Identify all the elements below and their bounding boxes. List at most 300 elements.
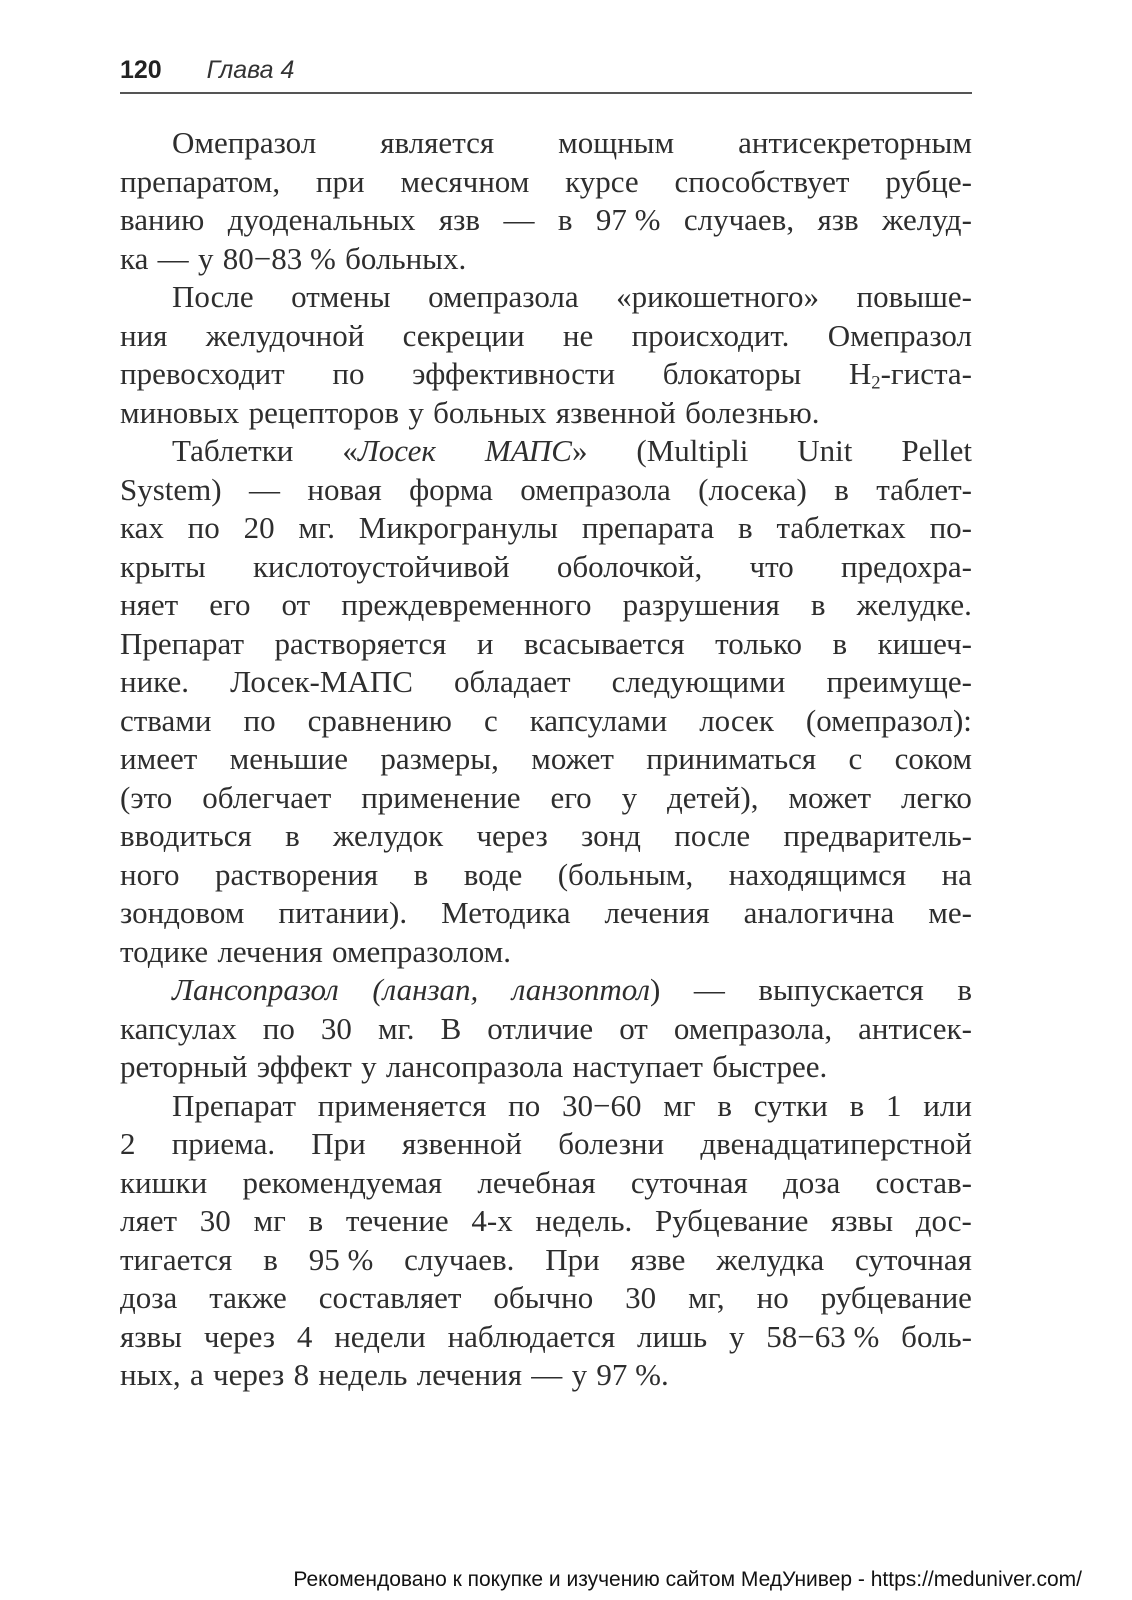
running-head bbox=[120, 52, 972, 94]
text-line bbox=[120, 355, 972, 394]
word-text: (омепразол): bbox=[805, 702, 972, 738]
word bbox=[688, 1279, 725, 1318]
text-line bbox=[120, 1279, 972, 1318]
word bbox=[433, 394, 546, 433]
subscript: 2 bbox=[871, 372, 881, 394]
word-text: у bbox=[571, 1357, 588, 1392]
text-line bbox=[120, 1048, 972, 1087]
word-text: 1 bbox=[886, 1087, 902, 1123]
word bbox=[332, 933, 511, 972]
word bbox=[636, 432, 748, 471]
word-text: форма bbox=[409, 471, 493, 507]
word bbox=[788, 779, 871, 818]
word bbox=[558, 201, 573, 240]
word bbox=[285, 817, 300, 856]
word bbox=[454, 663, 571, 702]
word bbox=[386, 1048, 563, 1087]
word-text: в bbox=[285, 818, 300, 853]
word-text: препарата bbox=[581, 510, 715, 545]
word-text: может bbox=[531, 741, 614, 776]
word-text: находящимся bbox=[728, 856, 907, 892]
word-text: или bbox=[923, 1087, 972, 1123]
word-text: меньшие bbox=[229, 741, 348, 776]
word-text: воде bbox=[463, 856, 523, 892]
word bbox=[244, 509, 275, 548]
word bbox=[359, 509, 558, 548]
word bbox=[120, 586, 178, 625]
word-text: боль- bbox=[901, 1318, 972, 1354]
word bbox=[572, 1048, 702, 1087]
word bbox=[841, 548, 972, 587]
word bbox=[783, 1164, 840, 1203]
word-text: мг bbox=[253, 1203, 286, 1238]
word-text: является bbox=[380, 125, 495, 160]
word-text: язвенной bbox=[555, 394, 676, 430]
word-text: омепразола bbox=[520, 471, 671, 507]
word bbox=[783, 817, 972, 856]
word bbox=[321, 1010, 352, 1049]
word bbox=[675, 163, 850, 202]
word-text: ных, bbox=[120, 1357, 181, 1392]
word-text: Методика bbox=[441, 895, 571, 930]
word-text: кишки bbox=[120, 1164, 208, 1200]
word-text: зонд bbox=[581, 818, 641, 853]
word-text: 30 bbox=[199, 1203, 231, 1238]
word bbox=[619, 1010, 648, 1049]
word-text: лосек bbox=[699, 702, 774, 738]
word-text: с bbox=[848, 741, 863, 776]
word-text: ляет bbox=[120, 1203, 178, 1238]
word-suffix: » bbox=[571, 433, 588, 468]
word-text: выпускается bbox=[758, 972, 924, 1007]
word bbox=[715, 625, 802, 664]
word-text: применение bbox=[361, 779, 521, 815]
word bbox=[558, 124, 674, 163]
word bbox=[249, 394, 399, 433]
word-text: Омепразол bbox=[827, 317, 972, 353]
word-text: больных. bbox=[345, 240, 467, 276]
text-line bbox=[120, 1164, 972, 1203]
word bbox=[558, 856, 694, 895]
word bbox=[684, 201, 794, 240]
word bbox=[408, 394, 424, 433]
word bbox=[361, 779, 520, 818]
word-text: — bbox=[503, 202, 535, 237]
word bbox=[120, 663, 189, 702]
word bbox=[942, 856, 972, 895]
word bbox=[172, 432, 293, 471]
word bbox=[572, 1356, 588, 1395]
word bbox=[716, 1241, 824, 1280]
word-suffix: -гиста- bbox=[880, 356, 972, 391]
word-text: лечения bbox=[416, 1357, 522, 1392]
word bbox=[754, 1087, 828, 1126]
word bbox=[213, 1356, 284, 1395]
word bbox=[655, 1202, 808, 1241]
text-line bbox=[120, 124, 972, 163]
word bbox=[806, 702, 972, 741]
word bbox=[550, 779, 591, 818]
word bbox=[120, 1048, 247, 1087]
word bbox=[417, 1356, 522, 1395]
word bbox=[596, 1356, 668, 1395]
word-text: у bbox=[361, 1049, 377, 1084]
word bbox=[412, 355, 615, 394]
word-text: применяется bbox=[317, 1087, 487, 1123]
word-text: (Multipli bbox=[636, 433, 749, 468]
word bbox=[646, 740, 816, 779]
word bbox=[901, 1318, 972, 1357]
word bbox=[886, 1087, 902, 1126]
text-line bbox=[120, 817, 972, 856]
word-text: наблюдается bbox=[447, 1318, 616, 1354]
word-text: 80−83 % bbox=[222, 240, 336, 276]
word bbox=[817, 201, 858, 240]
word-text: — bbox=[693, 972, 725, 1007]
word-text: 30−60 bbox=[562, 1087, 642, 1123]
word bbox=[663, 1087, 695, 1126]
word bbox=[698, 471, 807, 510]
word bbox=[200, 1202, 231, 1241]
word-text: ния bbox=[120, 317, 168, 353]
page-number: 120 bbox=[120, 56, 162, 84]
word bbox=[604, 894, 709, 933]
word bbox=[120, 471, 222, 510]
word-text: в bbox=[263, 1241, 278, 1277]
word-text: питании). bbox=[278, 895, 408, 930]
word-text: не bbox=[562, 317, 594, 353]
word-text: разрушения bbox=[622, 587, 780, 622]
word bbox=[834, 471, 849, 510]
word bbox=[849, 740, 863, 779]
word-text: таблетках bbox=[776, 510, 906, 545]
text-line bbox=[120, 702, 972, 741]
word bbox=[797, 432, 852, 471]
word-text: капсулами bbox=[529, 702, 668, 738]
text-line bbox=[120, 509, 972, 548]
word bbox=[524, 625, 685, 664]
word bbox=[294, 1356, 310, 1395]
word-text: только bbox=[715, 625, 802, 661]
word bbox=[811, 586, 826, 625]
word bbox=[520, 471, 671, 510]
word-text: отличие bbox=[487, 1010, 594, 1046]
word bbox=[120, 1010, 237, 1049]
word-text: язвенной bbox=[402, 1126, 522, 1161]
text-line bbox=[120, 856, 972, 895]
word-text: антисек- bbox=[858, 1010, 972, 1046]
word-text: ме- bbox=[928, 895, 972, 930]
word bbox=[332, 355, 364, 394]
word-text: составляет bbox=[318, 1280, 462, 1315]
word bbox=[531, 1356, 562, 1395]
word bbox=[209, 1279, 287, 1318]
word-text: рекомендуемая bbox=[242, 1164, 443, 1200]
word bbox=[744, 894, 895, 933]
word-text: доза bbox=[120, 1280, 178, 1315]
word-text: нике. bbox=[120, 664, 189, 699]
word-text: недели bbox=[334, 1318, 426, 1354]
word-text: В bbox=[440, 1010, 462, 1046]
word bbox=[831, 1202, 893, 1241]
word-text: лечения bbox=[217, 933, 323, 969]
word-text: ствами bbox=[120, 702, 212, 738]
word bbox=[512, 971, 660, 1010]
body-text bbox=[120, 124, 972, 1395]
word bbox=[291, 278, 390, 317]
word-text: препаратом, bbox=[120, 163, 281, 199]
word-text: оболочкой, bbox=[556, 548, 703, 584]
word bbox=[120, 509, 164, 548]
word-text: может bbox=[788, 779, 872, 815]
word bbox=[821, 1279, 972, 1318]
word-text: всасывается bbox=[524, 625, 685, 661]
word-text: у bbox=[621, 779, 638, 815]
word bbox=[380, 740, 499, 779]
word-text: лечебная bbox=[477, 1164, 596, 1200]
word-text: ках bbox=[120, 510, 164, 545]
word-text: дуоденальных bbox=[227, 202, 416, 237]
word-text: мг. bbox=[377, 1010, 415, 1046]
word-text: кислотоустойчивой bbox=[252, 548, 510, 584]
word bbox=[274, 625, 446, 664]
word-text: в bbox=[957, 972, 972, 1007]
word-text: зондовом bbox=[120, 895, 245, 930]
word-text: 97 % bbox=[595, 202, 661, 237]
word-text: язв bbox=[438, 202, 481, 237]
word-text: антисекреторным bbox=[738, 125, 972, 160]
word bbox=[484, 702, 498, 741]
word-text: При bbox=[545, 1241, 600, 1277]
word bbox=[531, 740, 614, 779]
word-text: реторный bbox=[120, 1049, 248, 1084]
word bbox=[253, 1202, 285, 1241]
text-line bbox=[120, 471, 972, 510]
word bbox=[530, 702, 667, 741]
word-text: в bbox=[308, 1203, 324, 1238]
word-text: в bbox=[413, 856, 429, 892]
footer-watermark: Рекомендовано к покупке и изучению сайтом МедУнивер - https://meduniver.com/ bbox=[293, 1568, 1082, 1591]
word-text: мг bbox=[663, 1087, 696, 1123]
word-text: по bbox=[187, 510, 220, 545]
word bbox=[712, 1048, 827, 1087]
word-text: аналогична bbox=[743, 895, 895, 930]
word-text: что bbox=[749, 548, 794, 584]
word bbox=[623, 586, 780, 625]
word bbox=[448, 1318, 616, 1357]
word-text: через bbox=[203, 1318, 276, 1354]
word-suffix: ) bbox=[649, 972, 661, 1007]
word bbox=[278, 894, 407, 933]
word bbox=[120, 1356, 181, 1395]
word bbox=[217, 933, 322, 972]
word bbox=[230, 663, 413, 702]
word bbox=[378, 1010, 415, 1049]
word-text: эффективности bbox=[412, 356, 616, 391]
word-text: таблет- bbox=[876, 471, 972, 507]
word bbox=[758, 971, 923, 1010]
word bbox=[309, 1241, 374, 1280]
italic-text: (ланзап, bbox=[372, 972, 479, 1007]
word bbox=[485, 432, 588, 471]
word bbox=[563, 317, 593, 356]
word bbox=[206, 317, 365, 356]
word-text: преждевременного bbox=[341, 587, 592, 622]
word-text: язв bbox=[817, 202, 859, 237]
word-text: Лосек-МАПС bbox=[230, 664, 413, 699]
word bbox=[316, 163, 365, 202]
word-text: легко bbox=[900, 779, 972, 815]
word-text: доза bbox=[783, 1164, 841, 1200]
word-text: ного bbox=[120, 856, 180, 892]
word bbox=[535, 1202, 632, 1241]
word-text: 30 bbox=[320, 1010, 352, 1046]
word bbox=[876, 1164, 972, 1203]
word-text: отмены bbox=[291, 279, 391, 314]
word bbox=[700, 1125, 972, 1164]
word-text: его bbox=[209, 587, 251, 622]
word-text: омепразолом. bbox=[332, 933, 512, 969]
word bbox=[558, 1125, 664, 1164]
word bbox=[957, 971, 972, 1010]
word bbox=[565, 163, 639, 202]
chapter-title: Глава 4 bbox=[206, 56, 295, 84]
word-text: и bbox=[476, 625, 494, 661]
word-text: случаев. bbox=[404, 1241, 515, 1277]
word-text: H bbox=[848, 356, 872, 391]
word bbox=[616, 278, 819, 317]
word-text: по- bbox=[929, 510, 972, 545]
word bbox=[556, 394, 676, 433]
word bbox=[198, 240, 214, 279]
word bbox=[855, 1241, 972, 1280]
word bbox=[230, 740, 348, 779]
text-line bbox=[120, 1125, 972, 1164]
word-text: у bbox=[197, 240, 214, 276]
italic-text: МАПС bbox=[484, 433, 572, 468]
word bbox=[476, 817, 547, 856]
word-text: быстрее. bbox=[712, 1049, 828, 1084]
word bbox=[508, 1087, 540, 1126]
word-text: 4-х bbox=[471, 1203, 513, 1238]
word bbox=[253, 548, 510, 587]
word bbox=[464, 856, 523, 895]
word-text: ка bbox=[120, 240, 149, 276]
word bbox=[757, 1279, 789, 1318]
word bbox=[717, 1087, 732, 1126]
word-text: желудочной bbox=[205, 317, 365, 353]
word bbox=[581, 817, 641, 856]
word-text: суточная bbox=[855, 1241, 972, 1277]
word bbox=[209, 586, 250, 625]
word bbox=[361, 1048, 377, 1087]
word-text: происходит. bbox=[631, 317, 790, 353]
word-text: недель bbox=[318, 1357, 408, 1392]
word-text: растворяется bbox=[274, 625, 447, 661]
word bbox=[403, 317, 525, 356]
word bbox=[849, 355, 972, 394]
word-text: в bbox=[834, 471, 849, 507]
text-line bbox=[120, 1241, 972, 1280]
word-text: Препарат bbox=[120, 625, 244, 661]
word bbox=[916, 1202, 972, 1241]
word-text: предваритель- bbox=[783, 818, 972, 853]
word bbox=[309, 1202, 324, 1241]
word bbox=[242, 1164, 442, 1203]
word-text: у bbox=[728, 1318, 745, 1354]
word bbox=[631, 1241, 686, 1280]
word-text: 58−63 % bbox=[766, 1318, 880, 1354]
word bbox=[414, 856, 429, 895]
word bbox=[172, 1087, 296, 1126]
word bbox=[562, 1087, 641, 1126]
word bbox=[244, 702, 276, 741]
word bbox=[120, 702, 212, 741]
word-text: 4 bbox=[296, 1318, 313, 1354]
word bbox=[858, 1010, 972, 1049]
word-text: — bbox=[531, 1357, 563, 1392]
word bbox=[202, 779, 331, 818]
word-text: эффект bbox=[256, 1049, 352, 1084]
word bbox=[826, 663, 972, 702]
word bbox=[263, 1241, 278, 1280]
text-line bbox=[120, 394, 972, 433]
word bbox=[409, 471, 493, 510]
word bbox=[380, 124, 494, 163]
word-text: « bbox=[342, 433, 358, 468]
text-line bbox=[120, 163, 972, 202]
word bbox=[402, 1125, 522, 1164]
word-text: капсулах bbox=[120, 1010, 237, 1046]
word-text: в bbox=[557, 202, 573, 237]
word-text: двенадцатиперстной bbox=[700, 1126, 972, 1161]
word-text: вводиться bbox=[120, 818, 252, 853]
word-text: язвы bbox=[831, 1203, 894, 1238]
word bbox=[694, 971, 725, 1010]
word bbox=[120, 201, 204, 240]
word-text: блокаторы bbox=[662, 356, 802, 391]
word-text: сутки bbox=[753, 1087, 828, 1123]
word-text: предохра- bbox=[840, 548, 972, 584]
word-text: — bbox=[157, 240, 189, 276]
word bbox=[622, 779, 638, 818]
word-text: курсе bbox=[565, 163, 639, 199]
word bbox=[685, 394, 819, 433]
word bbox=[120, 817, 252, 856]
word bbox=[120, 894, 244, 933]
text-line bbox=[120, 779, 972, 818]
word bbox=[172, 124, 316, 163]
word-text: соком bbox=[894, 741, 972, 776]
word bbox=[297, 1318, 313, 1357]
word-text: обычно bbox=[493, 1280, 594, 1315]
word bbox=[333, 817, 443, 856]
word bbox=[120, 1279, 177, 1318]
word bbox=[345, 240, 466, 279]
word-text: по bbox=[332, 356, 365, 391]
word bbox=[828, 317, 972, 356]
word bbox=[120, 548, 206, 587]
word bbox=[674, 817, 750, 856]
word bbox=[441, 894, 570, 933]
word-text: по bbox=[243, 702, 276, 738]
word bbox=[120, 163, 280, 202]
word bbox=[372, 971, 478, 1010]
word-text: — bbox=[249, 471, 280, 507]
word bbox=[190, 1356, 204, 1395]
word bbox=[876, 471, 972, 510]
word-text: также bbox=[209, 1280, 287, 1315]
